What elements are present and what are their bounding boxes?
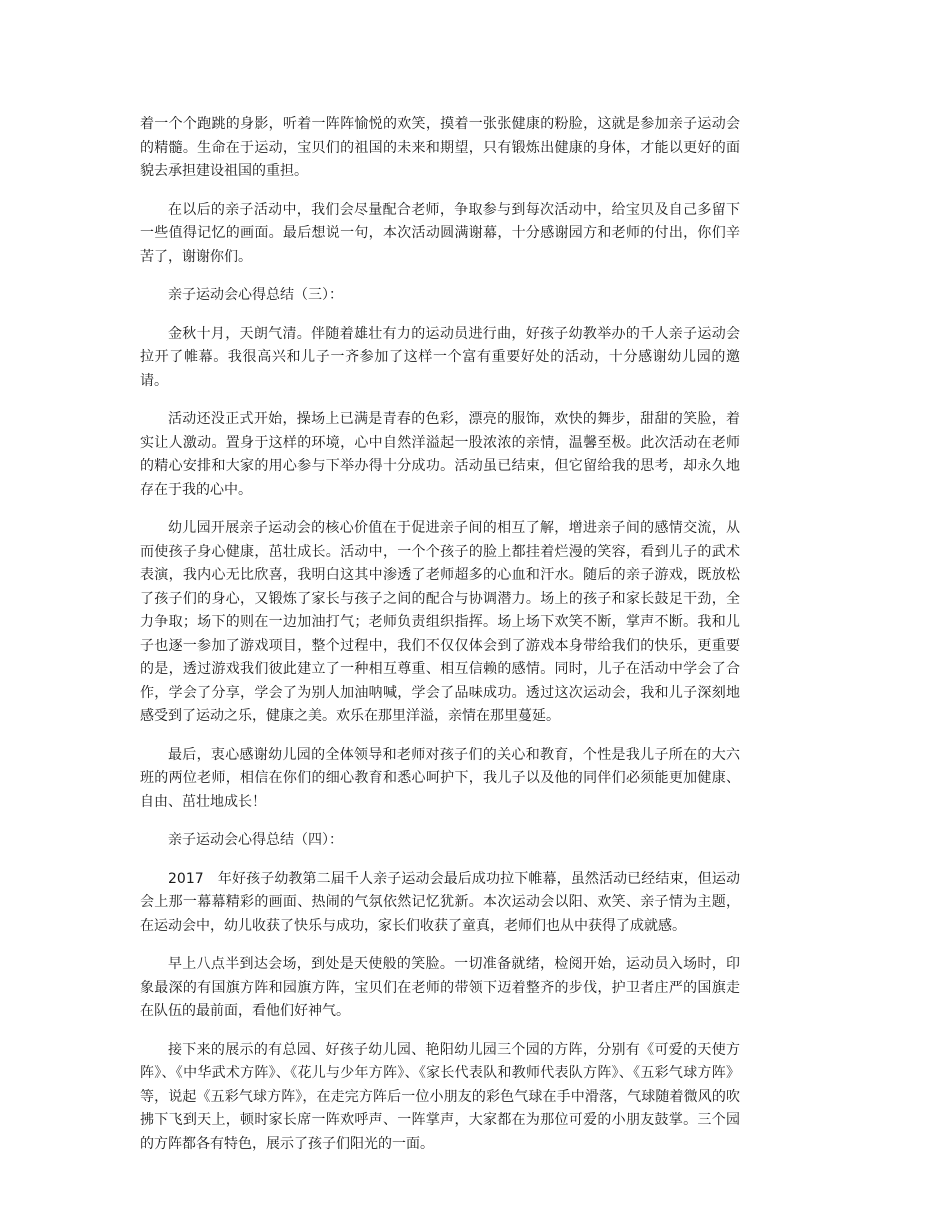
paragraph: 接下来的展示的有总园、好孩子幼儿园、艳阳幼儿园三个园的方阵，分别有《可爱的天使方阵》、《中华武术方阵》、《花儿与少年方阵》、《家长代表队和教师代表队方阵》、《五彩气球方阵》等，说起《五彩气球方阵》，在走完方阵后一位小朋友的彩色气球在手中滑落，气球随着微风的吹拂下飞到天上，顿时家长席一阵欢呼声、一阵掌声，大家都在为那位可爱的小朋友鼓掌。三个园的方阵都各有特色，展示了孩子们阳光的一面。 bbox=[140, 1041, 740, 1152]
document-page bbox=[140, 113, 740, 1171]
section-heading: 亲子运动会心得总结（三）： bbox=[168, 287, 343, 303]
paragraph: 着一个个跑跳的身影，听着一阵阵愉悦的欢笑，摸着一张张健康的粉脸，这就是参加亲子运动会的精髓。生命在于运动，宝贝们的祖国的未来和期望，只有锻炼出健康的身体，才能以更好的面貌去承担建设祖国的重担。 bbox=[140, 116, 740, 179]
section-heading: 亲子运动会心得总结（四）： bbox=[168, 832, 343, 848]
paragraph: 金秋十月，天朗气清。伴随着雄壮有力的运动员进行曲，好孩子幼教举办的千人亲子运动会拉开了帷幕。我很高兴和儿子一齐参加了这样一个富有重要好处的活动，十分感谢幼儿园的邀请。 bbox=[140, 325, 740, 389]
paragraph: 在以后的亲子活动中，我们会尽量配合老师，争取参与到每次活动中，给宝贝及自己多留下一些值得记忆的画面。最后想说一句，本次活动圆满谢幕，十分感谢园方和老师的付出，你们辛苦了，谢谢你们。 bbox=[140, 201, 740, 265]
paragraph: 幼儿园开展亲子运动会的核心价值在于促进亲子间的相互了解，增进亲子间的感情交流，从而使孩子身心健康，茁壮成长。活动中，一个个孩子的脸上都挂着烂漫的笑容，看到儿子的武术表演，我内心无比欣喜，我明白这其中渗透了老师超多的心血和汗水。随后的亲子游戏，既放松了孩子们的身心，又锻炼了家长与孩子之间的配合与协调潜力。场上的孩子和家长鼓足干劲，全力争取；场下的则在一边加油打气；老师负责组织指挥。场上场下欢笑不断，掌声不断。我和儿子也逐一参加了游戏项目，整个过程中，我们不仅仅体会到了游戏本身带给我们的快乐，更重要的是，透过游戏我们彼此建立了一种相互尊重、相互信赖的感情。同时，儿子在活动中学会了合作，学会了分享，学会了为别人加油呐喊，学会了品味成功。透过这次运动会，我和儿子深刻地感受到了运动之乐，健康之美。欢乐在那里洋溢，亲情在那里蔓延。 bbox=[140, 520, 740, 724]
paragraph: 活动还没正式开始，操场上已满是青春的色彩，漂亮的服饰，欢快的舞步，甜甜的笑脸，着实让人激动。置身于这样的环境，心中自然洋溢起一股浓浓的亲情，温馨至极。此次活动在老师的精心安排和大家的用心参与下举办得十分成功。活动虽已结束，但它留给我的思考，却永久地存在于我的心中。 bbox=[140, 411, 740, 498]
paragraph: 最后，衷心感谢幼儿园的全体领导和老师对孩子们的关心和教育，个性是我儿子所在的大六班的两位老师，相信在你们的细心教育和悉心呵护下，我儿子以及他的同伴们必须能更加健康、自由、茁壮地成长！ bbox=[140, 746, 740, 810]
paragraph: 早上八点半到达会场，到处是天使般的笑脸。一切准备就绪，检阅开始，运动员入场时，印象最深的有国旗方阵和园旗方阵，宝贝们在老师的带领下迈着整齐的步伐，护卫者庄严的国旗走在队伍的最前面，看他们好神气。 bbox=[140, 956, 740, 1019]
paragraph: 2017 年好孩子幼教第二届千人亲子运动会最后成功拉下帷幕，虽然活动已经结束，但运动会上那一幕幕精彩的画面、热闹的气氛依然记忆犹新。本次运动会以阳、欢笑、亲子情为主题，在运动会中，幼儿收获了快乐与成功，家长们收获了童真，老师们也从中获得了成就感。 bbox=[140, 870, 740, 934]
